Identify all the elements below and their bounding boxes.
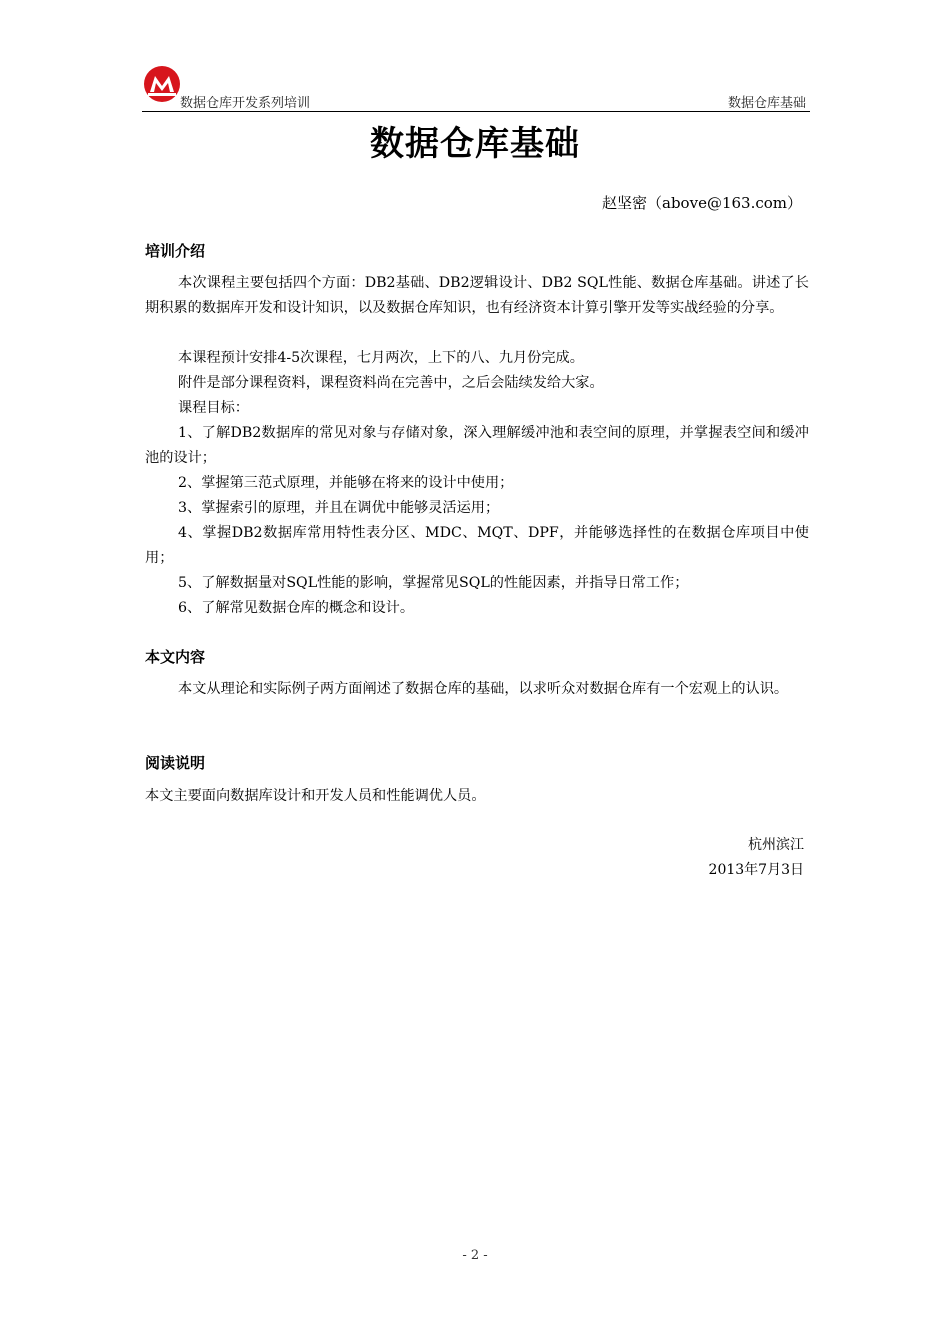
- header-divider: [142, 111, 810, 112]
- section-heading-content: 本文内容: [145, 648, 206, 666]
- reading-paragraph: 本文主要面向数据库设计和开发人员和性能调优人员。: [145, 788, 486, 804]
- signature-date: 2013年7月3日: [708, 862, 804, 878]
- header-doc-title: 数据仓库基础: [727, 96, 806, 111]
- page-title: 数据仓库基础: [370, 124, 580, 164]
- goal-item: 6、了解常见数据仓库的概念和设计。: [178, 600, 415, 616]
- course-goals-label: 课程目标：: [178, 400, 249, 416]
- goal-item: 5、了解数据量对SQL性能的影响，掌握常见SQL的性能因素，并指导日常工作；: [178, 575, 689, 591]
- intro-paragraph-1: 本次课程主要包括四个方面：DB2基础、DB2逻辑设计、DB2 SQL性能、数据仓库基础。讲述了长期积累的数据库开发和设计知识，以及数据仓库知识，也有经济资本计算引擎开发等实战经验的分享。: [145, 275, 809, 316]
- goal-item: 1、了解DB2数据库的常见对象与存储对象，深入理解缓冲池和表空间的原理，并掌握表空间和缓冲池的设计；: [145, 425, 809, 466]
- page-number: - 2 -: [462, 1248, 488, 1263]
- signature-place: 杭州滨江: [748, 837, 804, 853]
- section-heading-reading: 阅读说明: [145, 754, 206, 772]
- goal-item: 3、掌握索引的原理，并且在调优中能够灵活运用；: [178, 500, 500, 516]
- section-heading-intro: 培训介绍: [145, 242, 206, 260]
- content-paragraph: 本文从理论和实际例子两方面阐述了数据仓库的基础，以求听众对数据仓库有一个宏观上的认识。: [178, 681, 789, 697]
- goal-item: 4、掌握DB2数据库常用特性表分区、MDC、MQT、DPF，并能够选择性的在数据仓库项目中使用；: [145, 525, 809, 566]
- header-series-title: 数据仓库开发系列培训: [180, 96, 311, 111]
- author-line: 赵坚密（above@163.com）: [602, 194, 802, 212]
- cmb-logo-icon: [142, 64, 182, 104]
- intro-paragraph-2: 本课程预计安排4-5次课程，七月两次，上下的八、九月份完成。: [178, 350, 584, 366]
- page-header: [142, 64, 810, 112]
- goal-item: 2、掌握第三范式原理，并能够在将来的设计中使用；: [178, 475, 514, 491]
- intro-paragraph-3: 附件是部分课程资料，课程资料尚在完善中，之后会陆续发给大家。: [178, 375, 604, 391]
